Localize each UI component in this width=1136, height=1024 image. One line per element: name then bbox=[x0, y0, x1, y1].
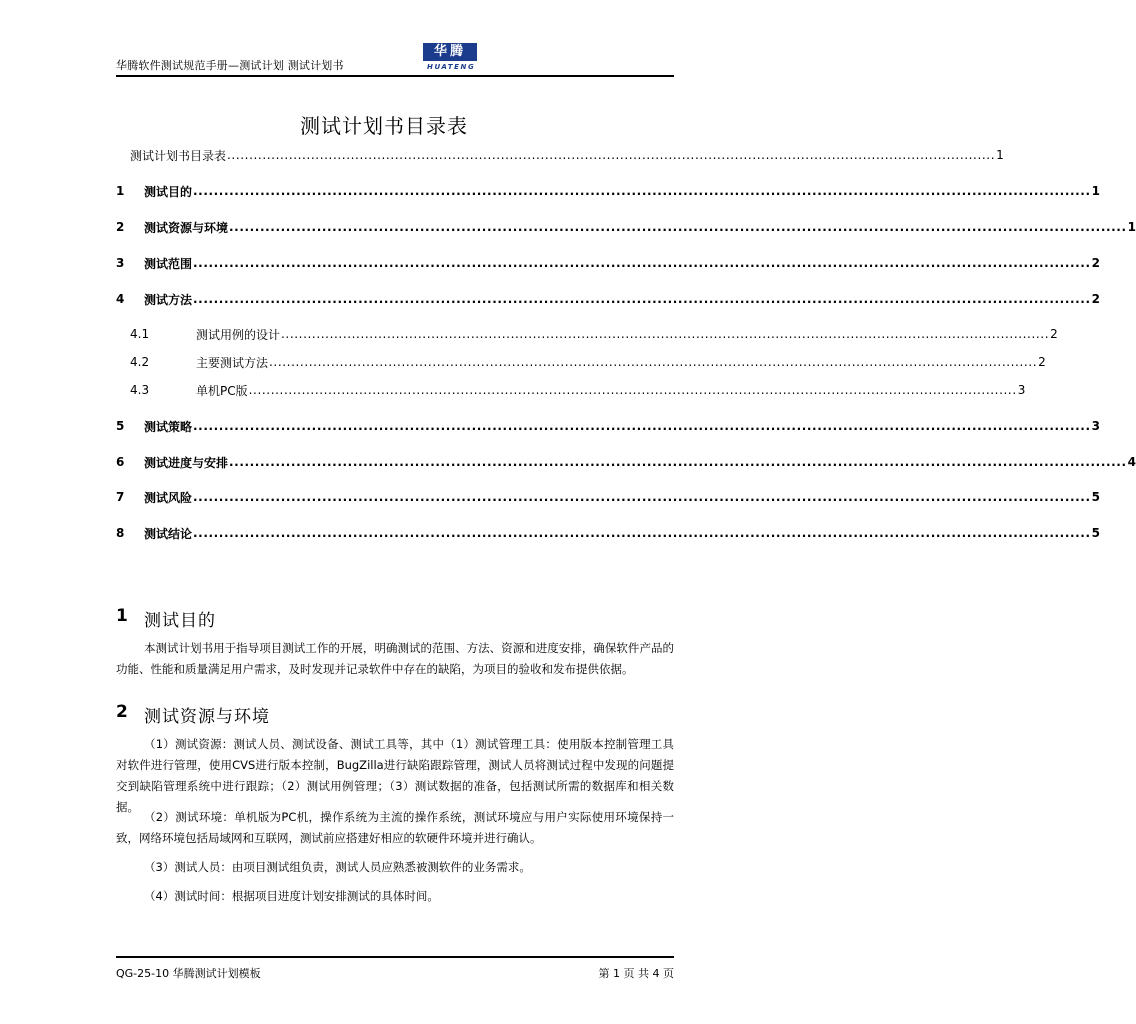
toc-entry-number: 6 bbox=[116, 455, 125, 469]
section-title: 测试资源与环境 bbox=[144, 707, 270, 727]
toc-entry-text: 测试资源与环境 bbox=[144, 220, 229, 235]
body-paragraph: （1）测试资源：测试人员、测试设备、测试工具等，其中（1）测试管理工具：使用版本控制管理工具对软件进行管理，使用CVS进行版本控制，BugZilla进行缺陷跟踪管理，测试人员将测试过程中发现的问题提交到缺陷管理系统中进行跟踪；（2）测试用例管理；（3）测试数据的准备，包括测试所需的数据库和相关数据。 bbox=[116, 737, 674, 814]
toc-entry-text: 测试方法 bbox=[144, 292, 193, 307]
toc-leader: .............................................................................................................................................................................. bbox=[227, 148, 996, 162]
logo-subtext: HUATENG bbox=[427, 63, 476, 71]
toc-entry-number: 4 bbox=[116, 292, 125, 306]
body-paragraph: （4）测试时间：根据项目进度计划安排测试的具体时间。 bbox=[144, 889, 439, 903]
toc-entry-text: 测试目的 bbox=[144, 184, 193, 199]
page-header bbox=[116, 40, 674, 77]
toc-leader: .............................................................................................................................................................................. bbox=[269, 355, 1038, 369]
header-title: 华腾软件测试规范手册—测试计划 测试计划书 bbox=[116, 59, 344, 72]
toc-entry[interactable] bbox=[116, 415, 1100, 437]
toc-entry-number: 3 bbox=[116, 256, 125, 270]
body-paragraph: 本测试计划书用于指导项目测试工作的开展，明确测试的范围、方法、资源和进度安排，确保软件产品的功能、性能和质量满足用户需求，及时发现并记录软件中存在的缺陷，为项目的验收和发布提供依据。 bbox=[116, 641, 674, 676]
toc-entry[interactable] bbox=[116, 288, 1100, 310]
toc-entry-page: 5 bbox=[1091, 526, 1100, 540]
toc-entry-text: 测试结论 bbox=[144, 526, 193, 541]
toc-entry-text: 测试用例的设计 bbox=[196, 327, 281, 342]
toc-entry-page: 5 bbox=[1091, 490, 1100, 504]
section-heading bbox=[116, 702, 270, 727]
footer-document-code: QG-25-10 华腾测试计划模板 bbox=[116, 967, 261, 980]
toc-entry-number: 4.3 bbox=[130, 383, 150, 397]
toc-leader: .............................................................................................................................................................................. bbox=[248, 383, 1017, 397]
toc-leader: .............................................................................................................................................................................. bbox=[193, 292, 1091, 306]
section-heading bbox=[116, 606, 216, 631]
toc-entry-text: 单机PC版 bbox=[196, 383, 248, 398]
company-logo bbox=[423, 43, 503, 73]
logo-text: 华腾 bbox=[423, 43, 477, 61]
toc-entry-page: 1 bbox=[996, 148, 1004, 162]
toc-entry-text: 测试策略 bbox=[144, 419, 193, 434]
toc-entry-page: 1 bbox=[1091, 184, 1100, 198]
toc-entry[interactable] bbox=[116, 216, 1136, 238]
toc-entry[interactable] bbox=[116, 486, 1100, 508]
toc-leader: .............................................................................................................................................................................. bbox=[229, 455, 1127, 469]
toc-entry-page: 3 bbox=[1091, 419, 1100, 433]
toc-entry-text: 测试风险 bbox=[144, 490, 193, 505]
toc-entry-text: 测试范围 bbox=[144, 256, 193, 271]
toc-entry-number: 1 bbox=[116, 184, 125, 198]
toc-entry-number: 5 bbox=[116, 419, 125, 433]
body-paragraph: （3）测试人员：由项目测试组负责，测试人员应熟悉被测软件的业务需求。 bbox=[144, 860, 531, 874]
toc-entry[interactable] bbox=[116, 522, 1100, 544]
footer-page-number: 第 1 页 共 4 页 bbox=[598, 967, 674, 980]
toc-entry-page: 2 bbox=[1091, 256, 1100, 270]
section-title: 测试目的 bbox=[144, 611, 216, 631]
toc-leader: .............................................................................................................................................................................. bbox=[193, 526, 1091, 540]
section-number: 1 bbox=[116, 606, 128, 626]
toc-entry-number: 4.1 bbox=[130, 327, 150, 341]
toc-leader: .............................................................................................................................................................................. bbox=[229, 220, 1127, 234]
toc-subentry[interactable] bbox=[116, 351, 1046, 373]
toc-entry[interactable] bbox=[116, 451, 1136, 473]
toc-subentry[interactable] bbox=[116, 379, 1026, 401]
toc-entry[interactable] bbox=[116, 144, 1004, 166]
document-title: 测试计划书目录表 bbox=[300, 114, 468, 138]
toc-entry-text: 主要测试方法 bbox=[196, 355, 269, 370]
toc-entry-text: 测试计划书目录表 bbox=[130, 148, 227, 163]
header-divider bbox=[116, 75, 674, 77]
toc-entry-page: 2 bbox=[1050, 327, 1058, 341]
toc-entry-number: 4.2 bbox=[130, 355, 150, 369]
toc-entry-page: 2 bbox=[1038, 355, 1046, 369]
toc-leader: .............................................................................................................................................................................. bbox=[193, 256, 1091, 270]
toc-entry-page: 2 bbox=[1091, 292, 1100, 306]
toc-subentry[interactable] bbox=[116, 323, 1058, 345]
toc-entry-page: 3 bbox=[1017, 383, 1026, 397]
toc-entry-page: 1 bbox=[1127, 220, 1136, 234]
toc-leader: .............................................................................................................................................................................. bbox=[281, 327, 1050, 341]
toc-entry[interactable] bbox=[116, 180, 1100, 202]
toc-entry-number: 8 bbox=[116, 526, 125, 540]
body-paragraph: （2）测试环境：单机版为PC机，操作系统为主流的操作系统，测试环境应与用户实际使用环境保持一致，网络环境包括局域网和互联网，测试前应搭建好相应的软硬件环境并进行确认。 bbox=[116, 810, 674, 845]
toc-leader: .............................................................................................................................................................................. bbox=[193, 490, 1091, 504]
toc-leader: .............................................................................................................................................................................. bbox=[193, 419, 1091, 433]
toc-entry-number: 7 bbox=[116, 490, 125, 504]
toc-entry-text: 测试进度与安排 bbox=[144, 455, 229, 470]
toc-leader: .............................................................................................................................................................................. bbox=[193, 184, 1091, 198]
footer-divider bbox=[116, 956, 674, 958]
toc-entry-number: 2 bbox=[116, 220, 125, 234]
section-number: 2 bbox=[116, 702, 128, 722]
toc-entry-page: 4 bbox=[1127, 455, 1136, 469]
toc-entry[interactable] bbox=[116, 252, 1100, 274]
